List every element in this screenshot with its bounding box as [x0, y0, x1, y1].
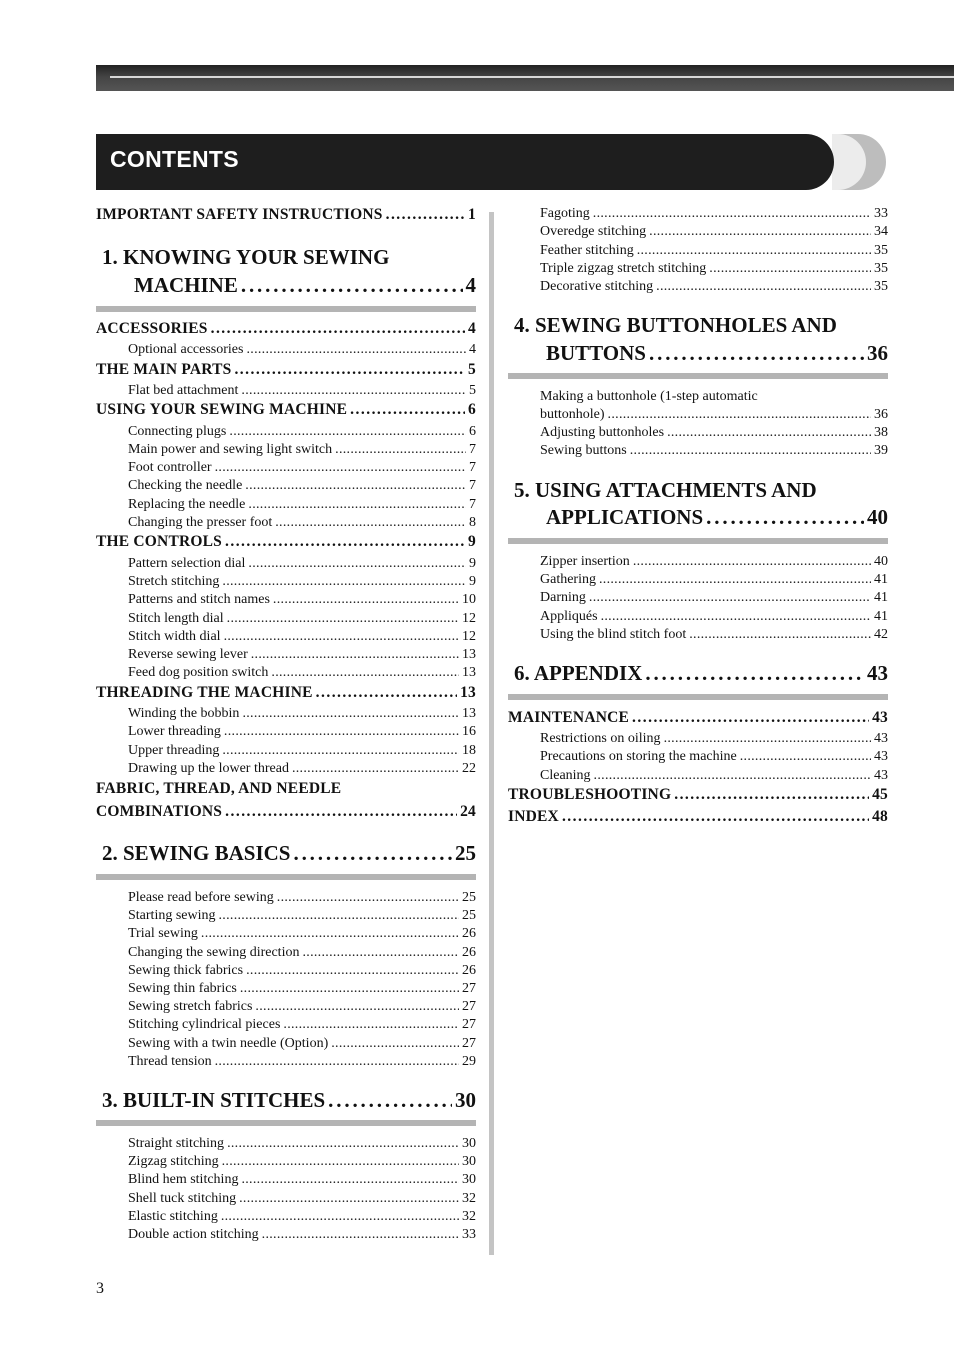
toc-entry-straight-stitching[interactable]: Straight stitching . . . 30	[128, 1136, 476, 1152]
page-number: 3	[96, 1280, 104, 1297]
toc-entry-optional-accessories[interactable]: Optional accessories . . . 4	[128, 342, 476, 358]
page-title: CONTENTS	[110, 146, 239, 172]
toc-entry-stitch-length-dial[interactable]: Stitch length dial . . . 12	[128, 611, 476, 627]
toc-entry-feather-stitching[interactable]: Feather stitching . . . 35	[540, 243, 888, 259]
contents-banner	[96, 134, 834, 190]
toc-entry-accessories[interactable]: ACCESSORIES . . . 4	[96, 320, 476, 338]
toc-entry-troubleshooting[interactable]: TROUBLESHOOTING . . . 45	[508, 786, 888, 804]
toc-chapter-3[interactable]: 3. BUILT-IN STITCHES . . . 30	[102, 1088, 476, 1113]
toc-entry-starting-sewing[interactable]: Starting sewing . . . 25	[128, 908, 476, 924]
toc-entry-using-your-sewing-machine[interactable]: USING YOUR SEWING MACHINE . . . 6	[96, 401, 476, 419]
toc-entry-threading-the-machine[interactable]: THREADING THE MACHINE . . . 13	[96, 684, 476, 702]
toc-entry-please-read-before-sewing[interactable]: Please read before sewing . . . 25	[128, 890, 476, 906]
toc-entry-index[interactable]: INDEX . . . 48	[508, 808, 888, 826]
toc-entry-darning[interactable]: Darning . . . 41	[540, 590, 888, 606]
toc-entry-overedge-stitching[interactable]: Overedge stitching . . . 34	[540, 224, 888, 240]
toc-entry-restrictions-on-oiling[interactable]: Restrictions on oiling . . . 43	[540, 731, 888, 747]
top-bar-line	[110, 76, 954, 78]
toc-chapter-6[interactable]: 6. APPENDIX . . . 43	[514, 661, 888, 686]
toc-entry-lower-threading[interactable]: Lower threading . . . 16	[128, 724, 476, 740]
toc-entry-replacing-the-needle[interactable]: Replacing the needle . . . 7	[128, 497, 476, 513]
toc-entry-safety[interactable]: IMPORTANT SAFETY INSTRUCTIONS . . . 1	[96, 206, 476, 224]
toc-entry-sewing-buttons[interactable]: Sewing buttons . . . 39	[540, 443, 888, 459]
toc-entry-feed-dog-position-switch[interactable]: Feed dog position switch . . . 13	[128, 665, 476, 681]
toc-entry-maintenance[interactable]: MAINTENANCE . . . 43	[508, 709, 888, 727]
toc-entry-connecting-plugs[interactable]: Connecting plugs . . . 6	[128, 424, 476, 440]
toc-entry-double-action-stitching[interactable]: Double action stitching . . . 33	[128, 1227, 476, 1243]
toc-entry-zipper-insertion[interactable]: Zipper insertion . . . 40	[540, 554, 888, 570]
toc-entry-making-buttonhole[interactable]: buttonhole) . . . 36	[540, 407, 888, 423]
toc-entry-thread-tension[interactable]: Thread tension . . . 29	[128, 1054, 476, 1070]
toc-entry-pattern-selection-dial[interactable]: Pattern selection dial . . . 9	[128, 556, 476, 572]
column-divider	[489, 212, 494, 1255]
toc-entry-the-main-parts[interactable]: THE MAIN PARTS . . . 5	[96, 361, 476, 379]
chapter-1-rule	[96, 306, 476, 312]
toc-entry-using-the-blind-stitch-foot[interactable]: Using the blind stitch foot . . . 42	[540, 627, 888, 643]
toc-entry-flat-bed-attachment[interactable]: Flat bed attachment . . . 5	[128, 383, 476, 399]
chapter-2-rule	[96, 874, 476, 880]
toc-entry-gathering[interactable]: Gathering . . . 41	[540, 572, 888, 588]
chapter-1-title-line1: 1. KNOWING YOUR SEWING	[102, 245, 390, 269]
toc-entry-main-power-and-sewing-light-switch[interactable]: Main power and sewing light switch . . . 7	[128, 442, 476, 458]
toc-entry-checking-the-needle[interactable]: Checking the needle . . . 7	[128, 478, 476, 494]
toc-entry-stretch-stitching[interactable]: Stretch stitching . . . 9	[128, 574, 476, 590]
toc-entry-blind-hem-stitching[interactable]: Blind hem stitching . . . 30	[128, 1172, 476, 1188]
toc-entry-adjusting-buttonholes[interactable]: Adjusting buttonholes . . . 38	[540, 425, 888, 441]
toc-entry-the-controls[interactable]: THE CONTROLS . . . 9	[96, 533, 476, 551]
toc-entry-changing-the-sewing-direction[interactable]: Changing the sewing direction . . . 26	[128, 945, 476, 961]
toc-entry-drawing-up-the-lower-thread[interactable]: Drawing up the lower thread . . . 22	[128, 761, 476, 777]
toc-entry-upper-threading[interactable]: Upper threading . . . 18	[128, 743, 476, 759]
toc-entry-fabric-line1: FABRIC, THREAD, AND NEEDLE	[96, 780, 342, 797]
toc-chapter-1[interactable]: MACHINE . . . 4	[134, 273, 476, 298]
toc-entry-shell-tuck-stitching[interactable]: Shell tuck stitching . . . 32	[128, 1191, 476, 1207]
toc-entry-trial-sewing[interactable]: Trial sewing . . . 26	[128, 926, 476, 942]
toc-entry-fabric[interactable]: COMBINATIONS . . . 24	[96, 803, 476, 821]
toc-chapter-5[interactable]: APPLICATIONS . . . 40	[546, 505, 888, 530]
toc-entry-making-buttonhole-line1: Making a buttonhole (1-step automatic	[540, 389, 758, 404]
toc-entry-patterns-and-stitch-names[interactable]: Patterns and stitch names . . . 10	[128, 592, 476, 608]
chapter-4-rule	[508, 373, 888, 379]
toc-chapter-4[interactable]: BUTTONS . . . 36	[546, 341, 888, 366]
toc-entry-fagoting[interactable]: Fagoting . . . 33	[540, 206, 888, 222]
chapter-6-rule	[508, 694, 888, 700]
toc-entry-foot-controller[interactable]: Foot controller . . . 7	[128, 460, 476, 476]
toc-entry-winding-the-bobbin[interactable]: Winding the bobbin . . . 13	[128, 706, 476, 722]
toc-entry-sewing-thick-fabrics[interactable]: Sewing thick fabrics . . . 26	[128, 963, 476, 979]
toc-entry-precautions-on-storing-the-machine[interactable]: Precautions on storing the machine . . . 43	[540, 749, 888, 765]
toc-entry-sewing-thin-fabrics[interactable]: Sewing thin fabrics . . . 27	[128, 981, 476, 997]
toc-entry-stitching-cylindrical-pieces[interactable]: Stitching cylindrical pieces . . . 27	[128, 1017, 476, 1033]
toc-entry-zigzag-stitching[interactable]: Zigzag stitching . . . 30	[128, 1154, 476, 1170]
chapter-4-title-line1: 4. SEWING BUTTONHOLES AND	[514, 313, 837, 337]
chapter-5-title-line1: 5. USING ATTACHMENTS AND	[514, 478, 817, 502]
chapter-5-rule	[508, 538, 888, 544]
toc-entry-decorative-stitching[interactable]: Decorative stitching . . . 35	[540, 279, 888, 295]
toc-entry-reverse-sewing-lever[interactable]: Reverse sewing lever . . . 13	[128, 647, 476, 663]
toc-entry-sewing-with-a-twin-needle-option[interactable]: Sewing with a twin needle (Option) . . . 27	[128, 1036, 476, 1052]
toc-entry-cleaning[interactable]: Cleaning . . . 43	[540, 768, 888, 784]
toc-chapter-2[interactable]: 2. SEWING BASICS . . . 25	[102, 841, 476, 866]
toc-entry-elastic-stitching[interactable]: Elastic stitching . . . 32	[128, 1209, 476, 1225]
toc-entry-changing-the-presser-foot[interactable]: Changing the presser foot . . . 8	[128, 515, 476, 531]
toc-entry-appliqu-s[interactable]: Appliqués . . . 41	[540, 609, 888, 625]
top-decorative-bar	[96, 65, 954, 91]
chapter-3-rule	[96, 1120, 476, 1126]
toc-entry-triple-zigzag-stretch-stitching[interactable]: Triple zigzag stretch stitching . . . 35	[540, 261, 888, 277]
toc-entry-sewing-stretch-fabrics[interactable]: Sewing stretch fabrics . . . 27	[128, 999, 476, 1015]
toc-entry-stitch-width-dial[interactable]: Stitch width dial . . . 12	[128, 629, 476, 645]
